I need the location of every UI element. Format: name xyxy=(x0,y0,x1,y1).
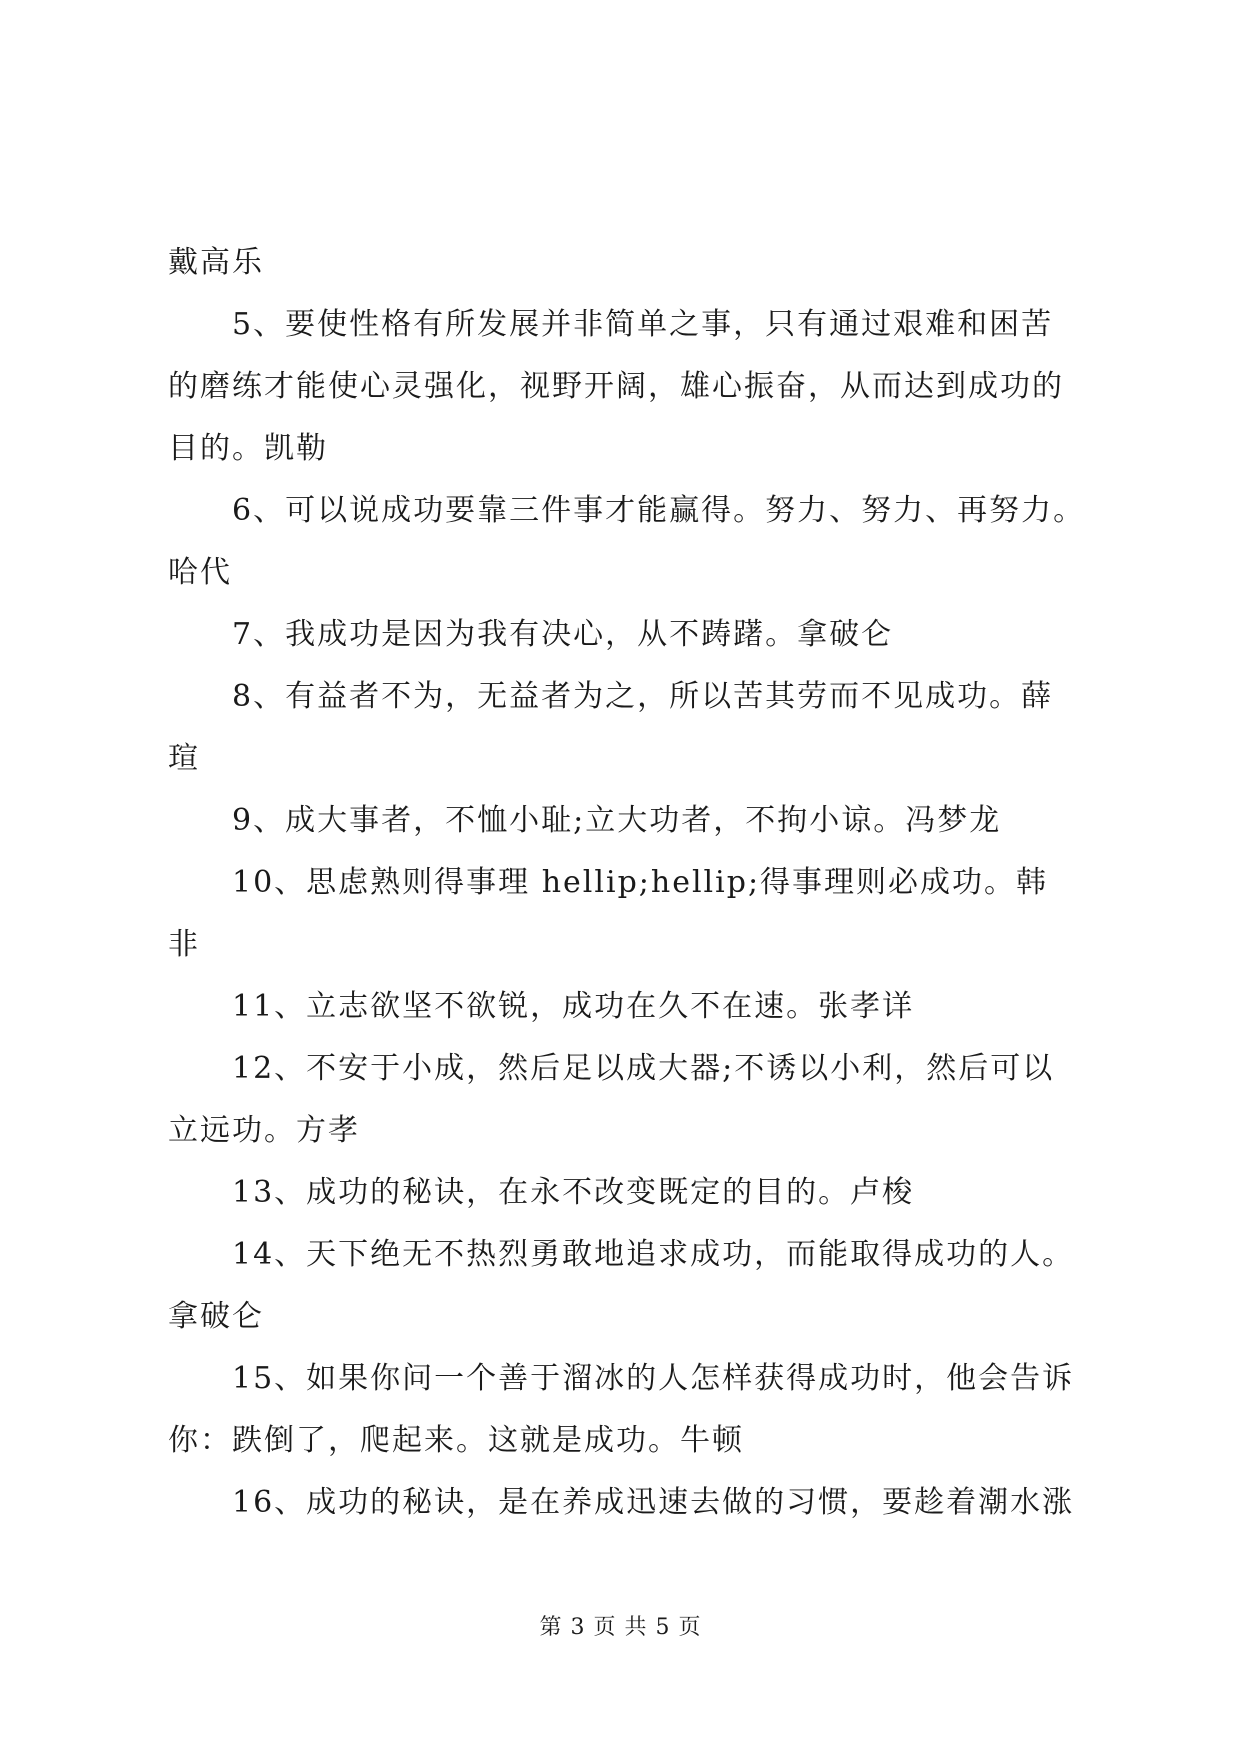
text-line: 5、要使性格有所发展并非简单之事，只有通过艰难和困苦 xyxy=(232,307,1054,342)
page-footer: 第 3 页 共 5 页 xyxy=(539,1615,702,1640)
text-line: 6、可以说成功要靠三件事才能赢得。努力、努力、再努力。 xyxy=(232,493,1086,528)
text-line: 14、天下绝无不热烈勇敢地追求成功，而能取得成功的人。 xyxy=(232,1237,1075,1272)
text-line: 你：跌倒了，爬起来。这就是成功。牛顿 xyxy=(168,1423,744,1458)
text-line: 15、如果你问一个善于溜冰的人怎样获得成功时，他会告诉 xyxy=(232,1361,1075,1396)
text-line: 8、有益者不为，无益者为之，所以苦其劳而不见成功。薛 xyxy=(232,679,1054,714)
text-line: 立远功。方孝 xyxy=(168,1113,360,1148)
text-line: 13、成功的秘诀，在永不改变既定的目的。卢梭 xyxy=(232,1175,915,1210)
text-line: 16、成功的秘诀，是在养成迅速去做的习惯，要趁着潮水涨 xyxy=(232,1485,1075,1520)
text-line: 11、立志欲坚不欲锐，成功在久不在速。张孝详 xyxy=(232,989,915,1024)
text-line: 9、成大事者，不恤小耻;立大功者，不拘小谅。冯梦龙 xyxy=(232,803,1002,838)
text-line: 非 xyxy=(168,927,200,962)
text-line: 目的。凯勒 xyxy=(168,431,328,466)
text-line: 12、不安于小成，然后足以成大器;不诱以小利，然后可以 xyxy=(232,1051,1055,1086)
text-line: 戴高乐 xyxy=(168,245,264,280)
text-line: 的磨练才能使心灵强化，视野开阔，雄心振奋，从而达到成功的 xyxy=(168,369,1064,404)
text-line: 7、我成功是因为我有决心，从不踌躇。拿破仑 xyxy=(232,617,894,652)
text-line: 10、思虑熟则得事理 hellip;hellip;得事理则必成功。韩 xyxy=(232,865,1049,900)
text-line: 瑄 xyxy=(168,741,200,776)
text-line: 哈代 xyxy=(168,555,232,590)
quote-body xyxy=(168,232,1088,1534)
text-line: 拿破仑 xyxy=(168,1299,264,1334)
